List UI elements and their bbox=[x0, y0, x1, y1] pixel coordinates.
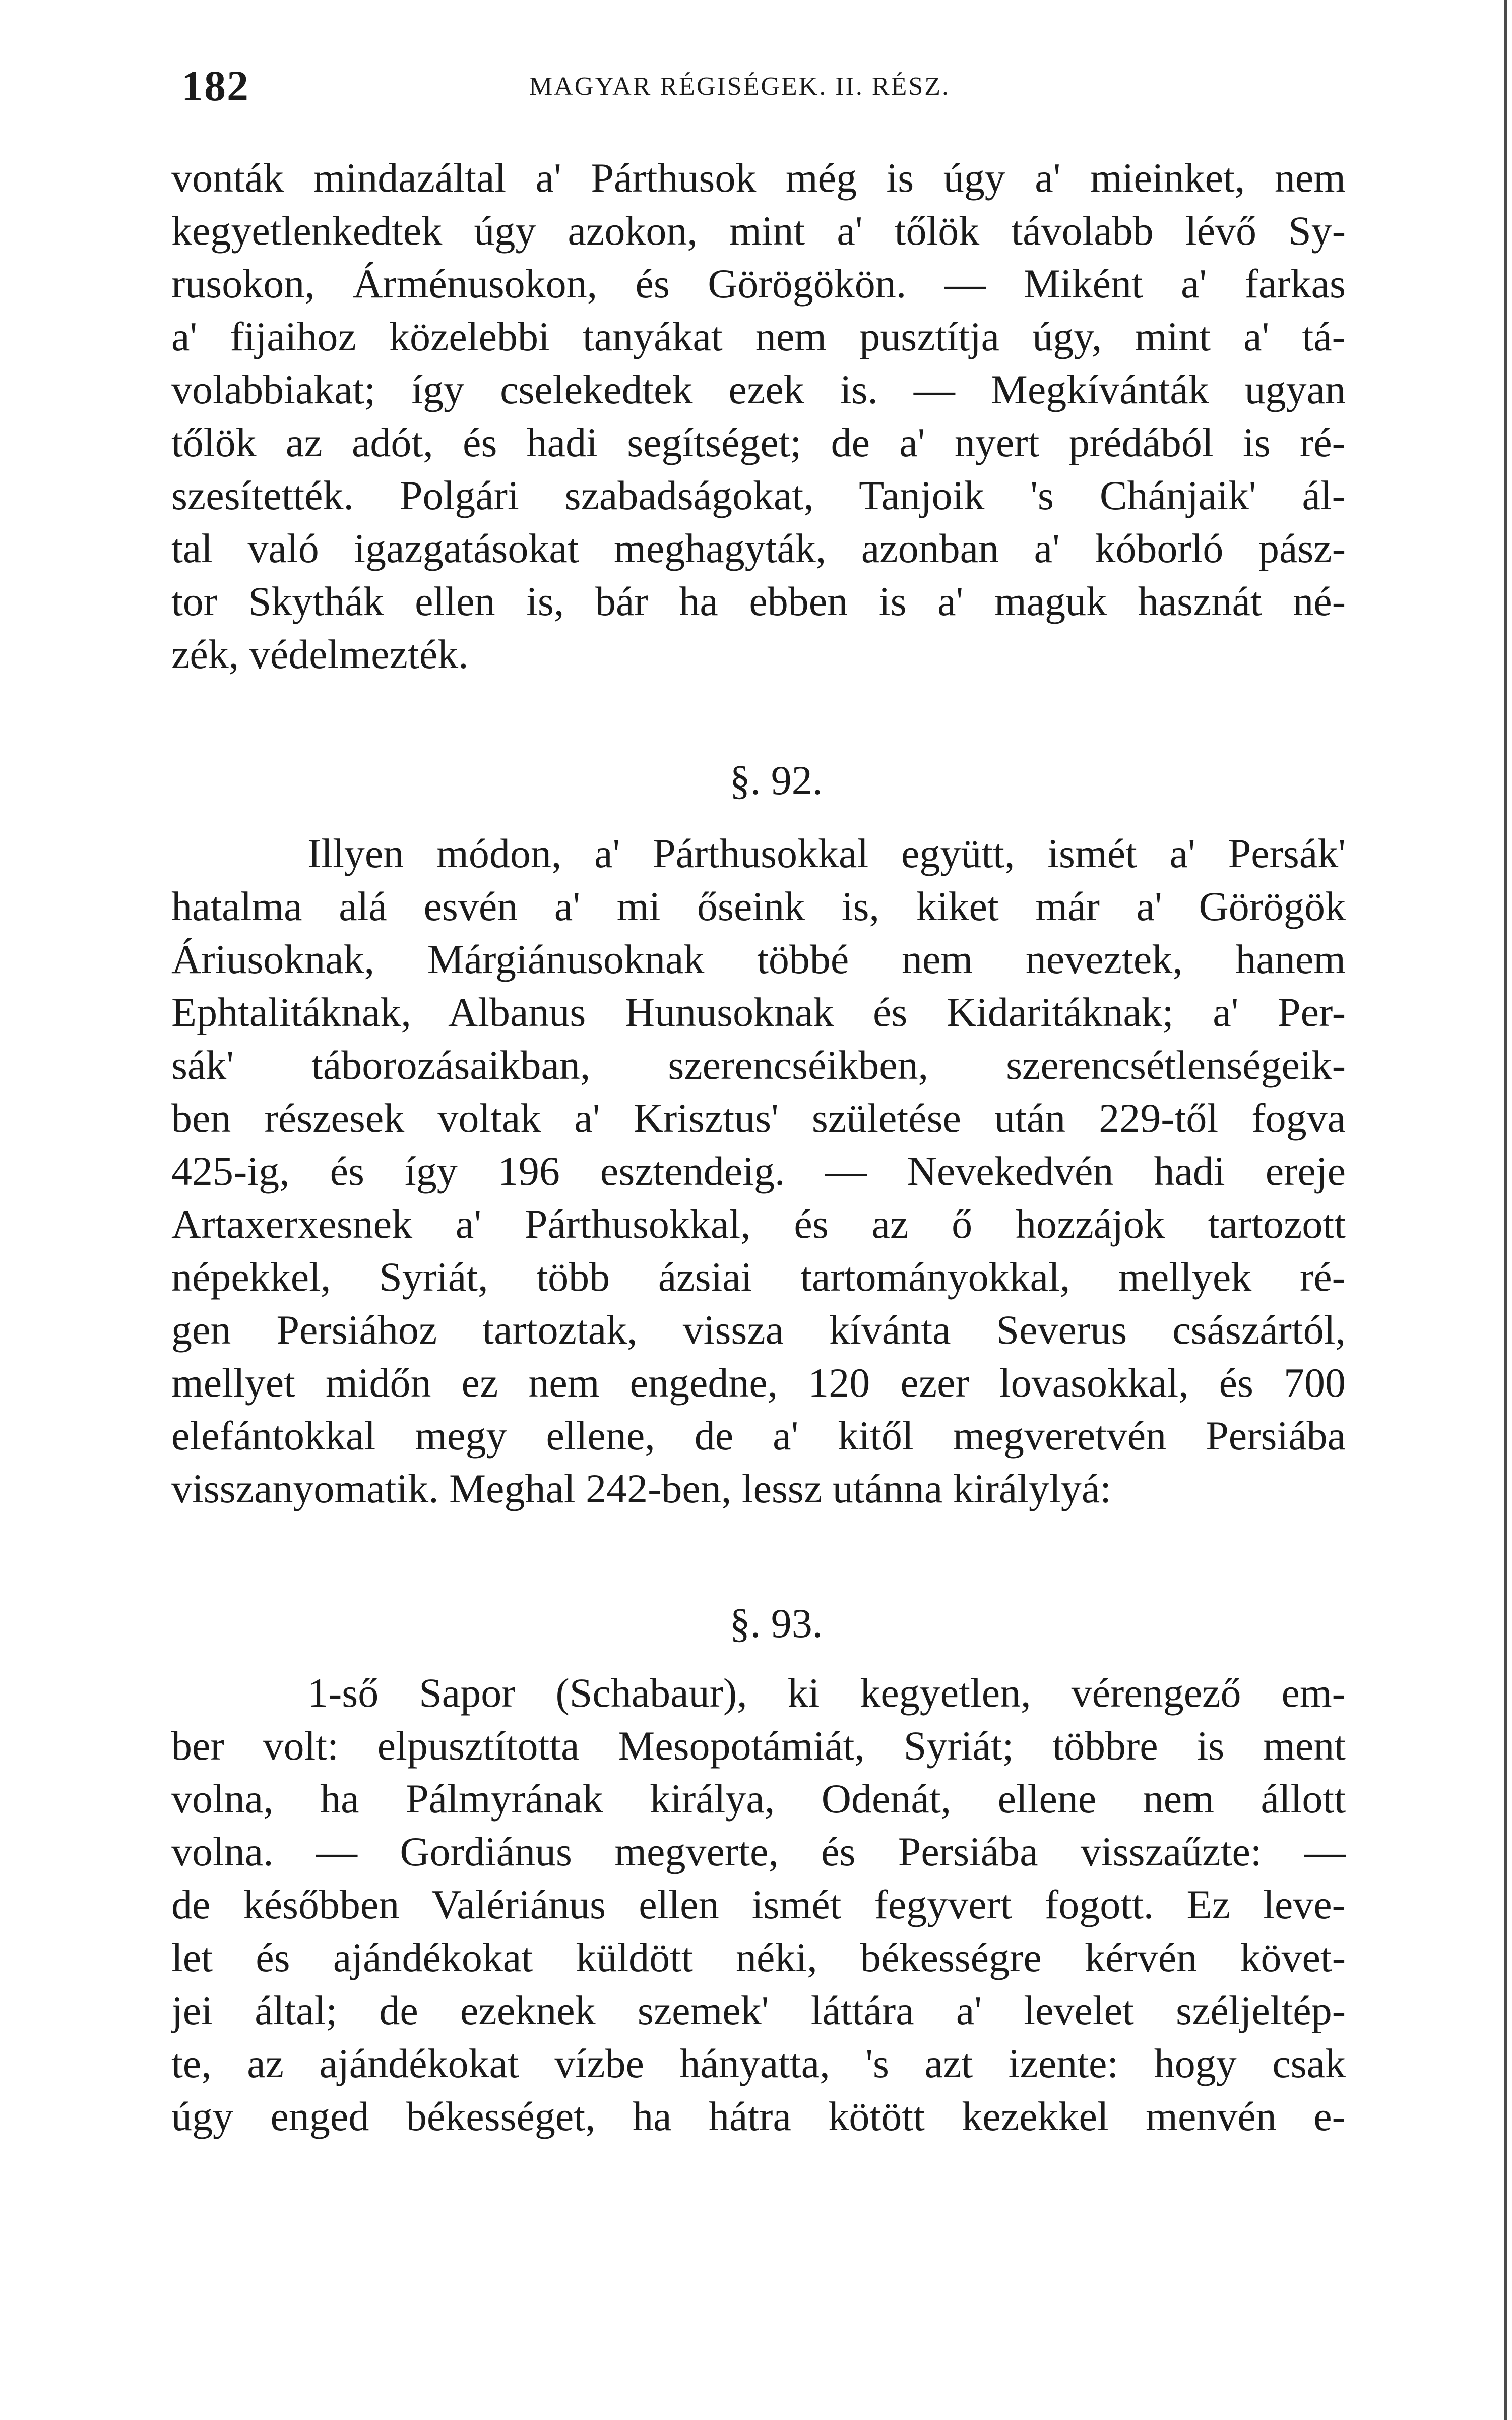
paragraph-continued bbox=[171, 151, 1346, 681]
section-93-body bbox=[171, 1666, 1346, 2143]
text-line: ber volt: elpusztította Mesopotámiát, Syriát; többre is ment bbox=[171, 1723, 1346, 1769]
text-line: de későbben Valériánus ellen ismét fegyvert fogott. Ez leve- bbox=[171, 1882, 1346, 1927]
page-edge-divider bbox=[1504, 0, 1507, 2420]
text-line: volabbiakat; így cselekedtek ezek is. — Megkívánták ugyan bbox=[171, 367, 1346, 412]
text-line: tal való igazgatásokat meghagyták, azonban a' kóborló pász- bbox=[171, 525, 1346, 571]
text-line: szesítették. Polgári szabadságokat, Tanjoik 's Chánjaik' ál- bbox=[171, 472, 1346, 518]
section-heading-93: §. 93. bbox=[729, 1600, 823, 1646]
section-heading-92: §. 92. bbox=[729, 757, 823, 803]
page-number: 182 bbox=[181, 62, 249, 110]
text-line: jei által; de ezeknek szemek' láttára a' levelet széljeltép- bbox=[171, 1987, 1346, 2033]
text-line: tor Skythák ellen is, bár ha ebben is a' maguk hasznát né- bbox=[171, 578, 1346, 624]
text-line: visszanyomatik. Meghal 242-ben, lessz utánna királylyá: bbox=[171, 1466, 1112, 1511]
text-line: te, az ajándékokat vízbe hányatta, 's azt izente: hogy csak bbox=[171, 2040, 1346, 2086]
text-line: vonták mindazáltal a' Párthusok még is úgy a' mieinket, nem bbox=[171, 155, 1346, 201]
text-line: rusokon, Árménusokon, és Görögökön. — Miként a' farkas bbox=[171, 261, 1346, 307]
text-line: elefántokkal megy ellene, de a' kitől megveretvén Persiába bbox=[171, 1413, 1346, 1459]
text-line: Ephtalitáknak, Albanus Hunusoknak és Kidaritáknak; a' Per- bbox=[171, 989, 1346, 1035]
text-line: Artaxerxesnek a' Párthusokkal, és az ő hozzájok tartozott bbox=[171, 1201, 1346, 1247]
text-line: tőlök az adót, és hadi segítséget; de a' nyert prédából is ré- bbox=[171, 419, 1346, 465]
text-line: Áriusoknak, Márgiánusoknak többé nem neveztek, hanem bbox=[171, 936, 1346, 982]
text-line: népekkel, Syriát, több ázsiai tartományokkal, mellyek ré- bbox=[171, 1254, 1346, 1300]
text-line: mellyet midőn ez nem engedne, 120 ezer lovasokkal, és 700 bbox=[171, 1360, 1346, 1406]
text-line: sák' táborozásaikban, szerencséikben, szerencsétlenségeik- bbox=[171, 1042, 1346, 1088]
text-line: Illyen módon, a' Párthusokkal együtt, ismét a' Persák' bbox=[307, 830, 1346, 876]
text-line: hatalma alá esvén a' mi őseink is, kiket már a' Görögök bbox=[171, 883, 1346, 929]
text-line: gen Persiához tartoztak, vissza kívánta Severus császártól, bbox=[171, 1307, 1346, 1353]
running-title: MAGYAR RÉGISÉGEK. II. RÉSZ. bbox=[529, 72, 950, 101]
text-line: a' fijaihoz közelebbi tanyákat nem pusztítja úgy, mint a' tá- bbox=[171, 314, 1346, 359]
text-line: kegyetlenkedtek úgy azokon, mint a' tőlök távolabb lévő Sy- bbox=[171, 208, 1346, 254]
text-line: ben részesek voltak a' Krisztus' születése után 229-től fogva bbox=[171, 1095, 1346, 1141]
text-line: zék, védelmezték. bbox=[171, 631, 469, 677]
text-line: 425-ig, és így 196 esztendeig. — Nevekedvén hadi ereje bbox=[171, 1148, 1346, 1194]
text-line: volna. — Gordiánus megverte, és Persiába visszaűzte: — bbox=[171, 1829, 1346, 1874]
section-92-body bbox=[171, 827, 1346, 1515]
text-line: úgy enged békességet, ha hátra kötött kezekkel menvén e- bbox=[171, 2093, 1346, 2139]
text-line: 1-ső Sapor (Schabaur), ki kegyetlen, vérengező em- bbox=[307, 1670, 1346, 1716]
page-header bbox=[181, 60, 1189, 116]
text-line: let és ajándékokat küldött néki, békességre kérvén követ- bbox=[171, 1934, 1346, 1980]
text-line: volna, ha Pálmyrának királya, Odenát, ellene nem állott bbox=[171, 1776, 1346, 1822]
